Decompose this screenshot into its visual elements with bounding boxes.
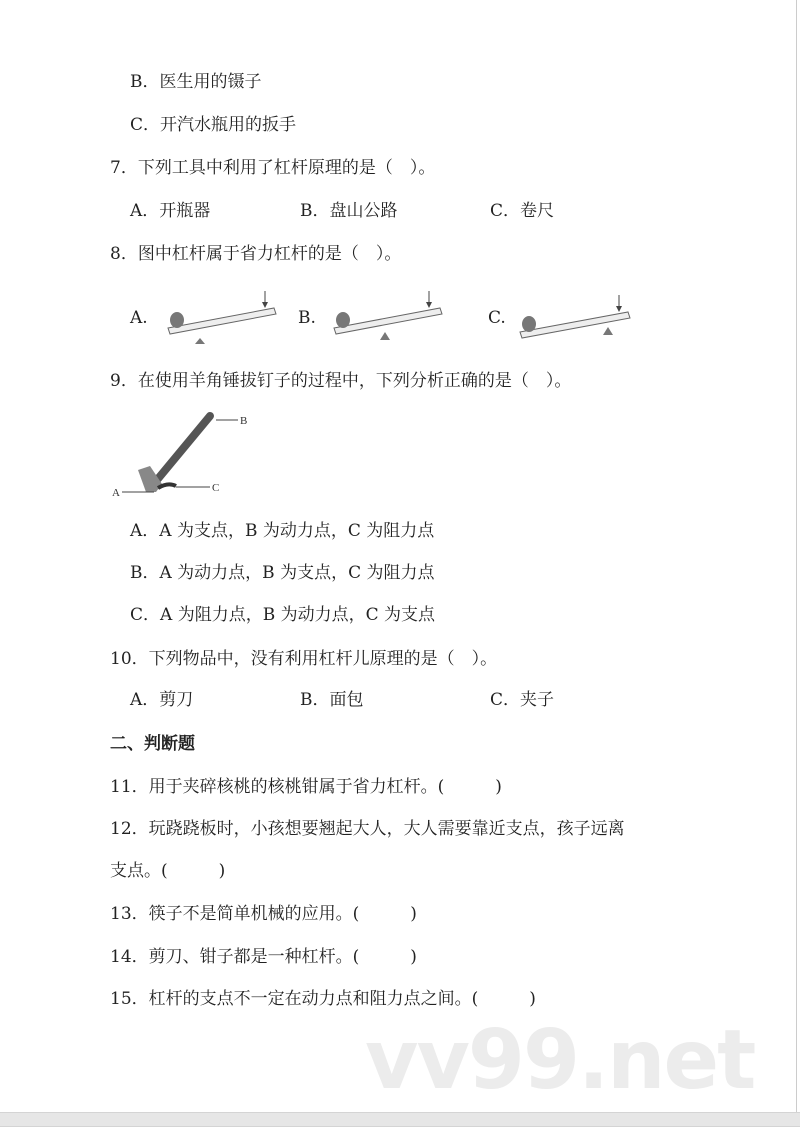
lever-diagram-c: [516, 292, 636, 352]
q6-option-b: B．医生用的镊子: [130, 72, 262, 92]
section-heading-judgement: 二、判断题: [110, 734, 195, 754]
question-12-continued: 支点。( ): [110, 861, 226, 881]
question-8: 8．图中杠杆属于省力杠杆的是（ ）。: [110, 244, 402, 264]
question-12: 12．玩跷跷板时，小孩想要翘起大人，大人需要靠近支点，孩子远离: [110, 819, 625, 839]
question-7: 7．下列工具中利用了杠杆原理的是（ ）。: [110, 158, 436, 178]
claw-hammer-diagram: [110, 408, 270, 500]
question-13: 13．筷子不是简单机械的应用。( ): [110, 904, 417, 924]
q9-option-a: A．A 为支点，B 为动力点，C 为阻力点: [130, 521, 435, 541]
q6-option-c: C．开汽水瓶用的扳手: [130, 115, 297, 135]
q9-option-c: C．A 为阻力点，B 为动力点，C 为支点: [130, 605, 435, 625]
q9-option-b: B．A 为动力点，B 为支点，C 为阻力点: [130, 563, 435, 583]
lever-diagram-b: [330, 288, 450, 348]
hammer-label-b: B: [240, 415, 248, 427]
question-11: 11．用于夹碎核桃的核桃钳属于省力杠杆。( ): [110, 777, 502, 797]
q7-option-b: B．盘山公路: [300, 201, 398, 221]
question-14: 14．剪刀、钳子都是一种杠杆。( ): [110, 947, 417, 967]
lever-diagram-a: [164, 288, 284, 348]
watermark: vv99.net: [365, 1013, 755, 1108]
q8-option-b-label: B.: [298, 308, 316, 328]
hammer-label-a: A: [112, 487, 120, 499]
q10-option-b: B．面包: [300, 690, 364, 710]
hammer-label-c: C: [212, 482, 220, 494]
q7-option-a: A．开瓶器: [130, 201, 211, 221]
question-10: 10．下列物品中，没有利用杠杆儿原理的是（ ）。: [110, 649, 498, 669]
question-9: 9．在使用羊角锤拔钉子的过程中，下列分析正确的是（ ）。: [110, 371, 572, 391]
q8-option-c-label: C.: [488, 308, 506, 328]
question-15: 15．杠杆的支点不一定在动力点和阻力点之间。( ): [110, 989, 536, 1009]
q7-option-c: C．卷尺: [490, 201, 555, 221]
q10-option-a: A．剪刀: [130, 690, 194, 710]
page-separator: [0, 1112, 800, 1127]
q10-option-c: C．夹子: [490, 690, 555, 710]
q8-option-a-label: A.: [130, 308, 148, 328]
